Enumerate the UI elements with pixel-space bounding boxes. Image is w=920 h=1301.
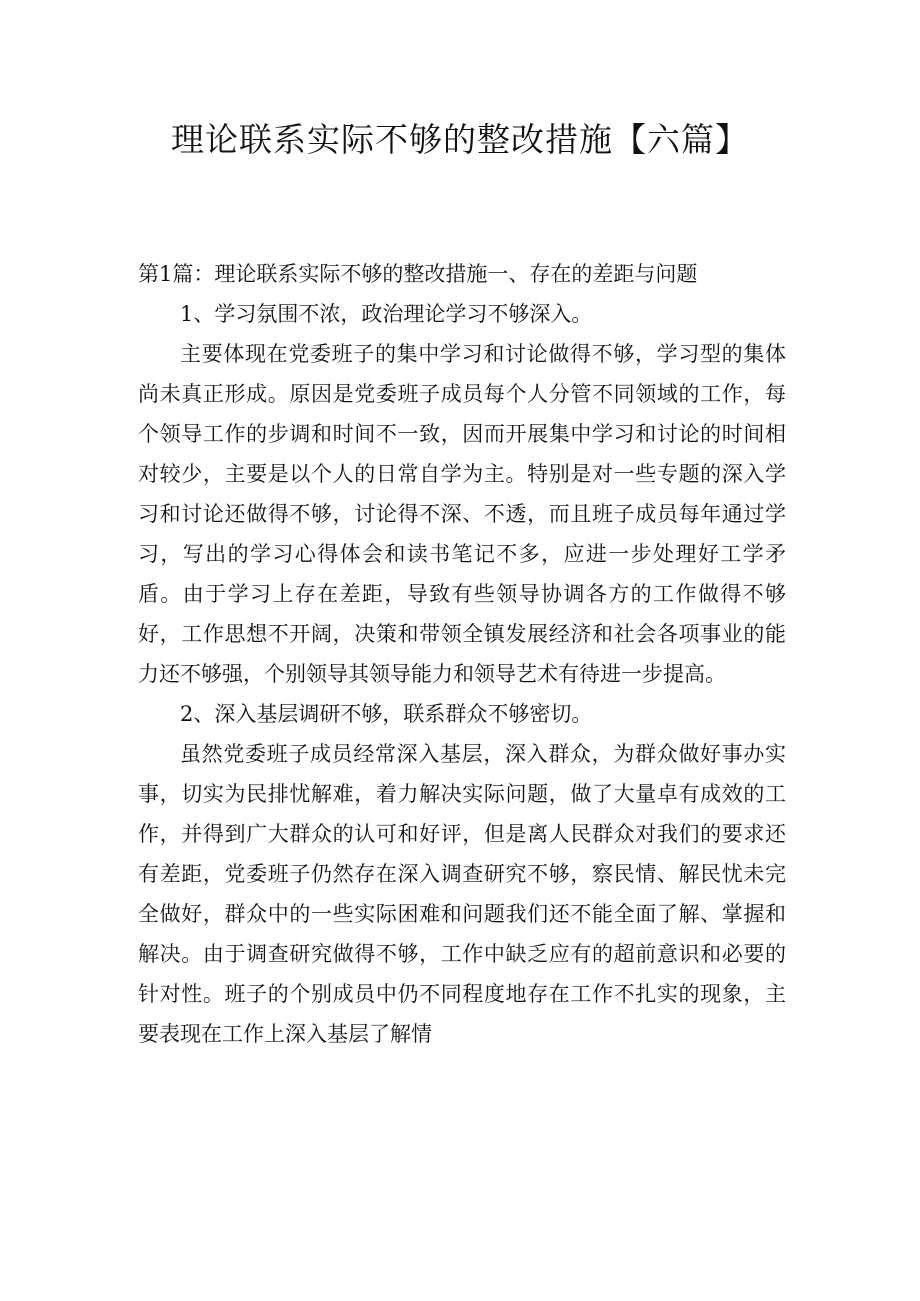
document-body bbox=[138, 254, 786, 1054]
paragraph-1: 主要体现在党委班子的集中学习和讨论做得不够，学习型的集体尚未真正形成。原因是党委班子成员每个人分管不同领域的工作，每个领导工作的步调和时间不一致，因而开展集中学习和讨论的时间相对较少，主要是以个人的日常自学为主。特别是对一些专题的深入学习和讨论还做得不够，讨论得不深、不透，而且班子成员每年通过学习，写出的学习心得体会和读书笔记不多，应进一步处理好工学矛盾。由于学习上存在差距，导致有些领导协调各方的工作做得不够好，工作思想不开阔，决策和带领全镇发展经济和社会各项事业的能力还不够强，个别领导其领导能力和领导艺术有待进一步提高。 bbox=[138, 342, 786, 686]
subheading-1: 1、学习氛围不浓，政治理论学习不够深入。 bbox=[180, 302, 593, 326]
paragraph-2: 虽然党委班子成员经常深入基层，深入群众，为群众做好事办实事，切实为民排忧解难，着力解决实际问题，做了大量卓有成效的工作，并得到广大群众的认可和好评，但是离人民群众对我们的要求还有差距，党委班子仍然存在深入调查研究不够，察民情、解民忧未完全做好，群众中的一些实际困难和问题我们还不能全面了解、掌握和解决。由于调查研究做得不够，工作中缺乏应有的超前意识和必要的针对性。班子的个别成员中仍不同程度地存在工作不扎实的现象，主要表现在工作上深入基层了解情 bbox=[138, 742, 786, 1046]
subheading-2: 2、深入基层调研不够，联系群众不够密切。 bbox=[180, 702, 593, 726]
document-title: 理论联系实际不够的整改措施【六篇】 bbox=[171, 120, 749, 159]
section-heading: 第1篇：理论联系实际不够的整改措施一、存在的差距与问题 bbox=[138, 262, 698, 286]
